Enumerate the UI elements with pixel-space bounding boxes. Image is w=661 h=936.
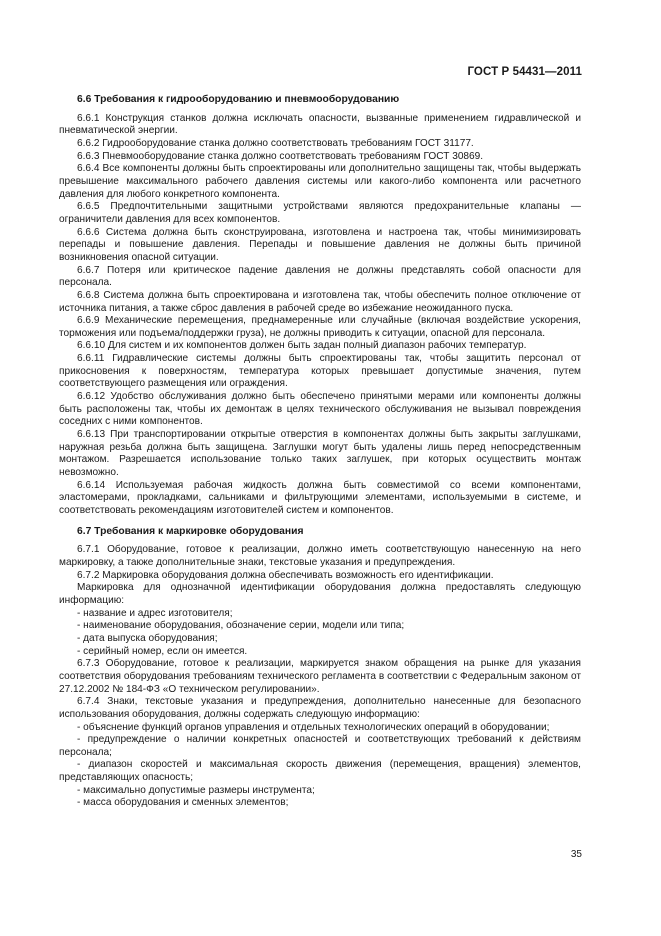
paragraph-6-6-14: 6.6.14 Используемая рабочая жидкость должна быть совместимой со всеми компонентами, эластомерами, прокладками, сальниками и фильтрующими элементами, используемыми в системе, и соответствовать рекомендациям изготовителей систем и компонентов. xyxy=(59,479,581,516)
list-item: - наименование оборудования, обозначение серии, модели или типа; xyxy=(77,620,405,632)
paragraph-6-6-9: 6.6.9 Механические перемещения, преднамеренные или случайные (включая воздействие ускорения, торможения или подъема/поддержки груза), не должны приводить к ситуации, опасной для персонала. xyxy=(59,315,581,339)
page-content xyxy=(59,92,581,810)
list-item: - масса оборудования и сменных элементов; xyxy=(77,797,289,809)
list-item: - максимально допустимые размеры инструмента; xyxy=(77,784,315,796)
page-number: 35 xyxy=(570,849,582,860)
paragraph-6-6-12: 6.6.12 Удобство обслуживания должно быть обеспечено принятыми мерами или компоненты должны быть расположены так, чтобы их демонтаж в целях технического обслуживания не вызывал повреждения соседних с ними компонентов. xyxy=(59,391,581,428)
paragraph-6-6-4: 6.6.4 Все компоненты должны быть спроектированы или дополнительно защищены так, чтобы выдержать превышение максимального рабочего давления системы или какого-либо компонента или расчетного давления для любого конкретного компонента. xyxy=(59,163,581,200)
paragraph-6-6-3: 6.6.3 Пневмооборудование станка должно соответствовать требованиям ГОСТ 30869. xyxy=(77,150,484,162)
section-title-6-6: 6.6 Требования к гидрооборудованию и пневмооборудованию xyxy=(77,94,400,105)
paragraph-6-7-1: 6.7.1 Оборудование, готовое к реализации, должно иметь соответствующую нанесенную на него маркировку, а также дополнительные знаки, текстовые указания и предупреждения. xyxy=(59,544,581,568)
paragraph-6-6-7: 6.6.7 Потеря или критическое падение давления не должны представлять собой опасности для персонала. xyxy=(59,264,581,289)
list-item: - объяснение функций органов управления и отдельных технологических операций в оборудовании; xyxy=(77,721,550,733)
list-item: - дата выпуска оборудования; xyxy=(77,632,218,644)
paragraph-6-6-13: 6.6.13 При транспортировании открытые отверстия в компонентах должны быть закрыты заглушками, наружная резьба должна быть защищена. Заглушки могут быть удалены лишь перед непосредственным монтажом. Разрешается использование только таких заглушек, при которых осуществить монтаж невозможно. xyxy=(59,429,581,479)
paragraph-6-6-10: 6.6.10 Для систем и их компонентов должен быть задан полный диапазон рабочих температур. xyxy=(77,340,527,352)
paragraph-6-6-1: 6.6.1 Конструкция станков должна исключать опасности, вызванные применением гидравлической и пневматической энергии. xyxy=(59,112,581,137)
list-item: - предупреждение о наличии конкретных опасностей и соответствующих требований к действиям персонала; xyxy=(59,734,581,758)
list-item: - серийный номер, если он имеется. xyxy=(77,645,248,657)
paragraph-6-7-3: 6.7.3 Оборудование, готовое к реализации, маркируется знаком обращения на рынке для указания соответствия оборудования требованиям технического регламента в соответствии с Федеральным законом от 27.12.2002 № 184-ФЗ «О техническом регулировании». xyxy=(59,658,581,695)
section-title-6-7: 6.7 Требования к маркировке оборудования xyxy=(77,525,304,537)
paragraph-6-6-11: 6.6.11 Гидравлические системы должны быть спроектированы так, чтобы защитить персонал от прикосновения к поверхностям, температура которых превышает допустимые значения, путем соответствующего размещения или ограждения. xyxy=(59,353,581,390)
paragraph-6-7-2: 6.7.2 Маркировка оборудования должна обеспечивать возможность его идентификации. xyxy=(77,569,494,581)
paragraph-6-7-4: 6.7.4 Знаки, текстовые указания и предупреждения, дополнительно нанесенные для безопасного использования оборудования, должны содержать следующую информацию: xyxy=(59,696,581,720)
paragraph-6-6-2: 6.6.2 Гидрооборудование станка должно соответствовать требованиям ГОСТ 31177. xyxy=(77,137,474,149)
paragraph-6-6-5: 6.6.5 Предпочтительными защитными устройствами являются предохранительные клапаны — ограничители давления для всех компонентов. xyxy=(59,201,581,225)
paragraph-6-6-6: 6.6.6 Система должна быть сконструирована, изготовлена и настроена так, чтобы минимизировать перепады и повышение давления. Перепады и повышение давления не должны быть причиной возникновения опасной ситуации. xyxy=(59,226,581,263)
list-item: - диапазон скоростей и максимальная скорость движения (перемещения, вращения) элементов, представляющих опасность; xyxy=(59,759,581,784)
document-id: ГОСТ Р 54431—2011 xyxy=(467,66,582,78)
list-item: - название и адрес изготовителя; xyxy=(77,607,233,619)
paragraph-marking-info: Маркировка для однозначной идентификации оборудования должна предоставлять следующую информацию: xyxy=(59,582,581,606)
paragraph-6-6-8: 6.6.8 Система должна быть спроектирована и изготовлена так, чтобы обеспечить полное отключение от источника питания, а также сброс давления в рабочей среде во избежание неожиданного пуска. xyxy=(59,289,581,314)
